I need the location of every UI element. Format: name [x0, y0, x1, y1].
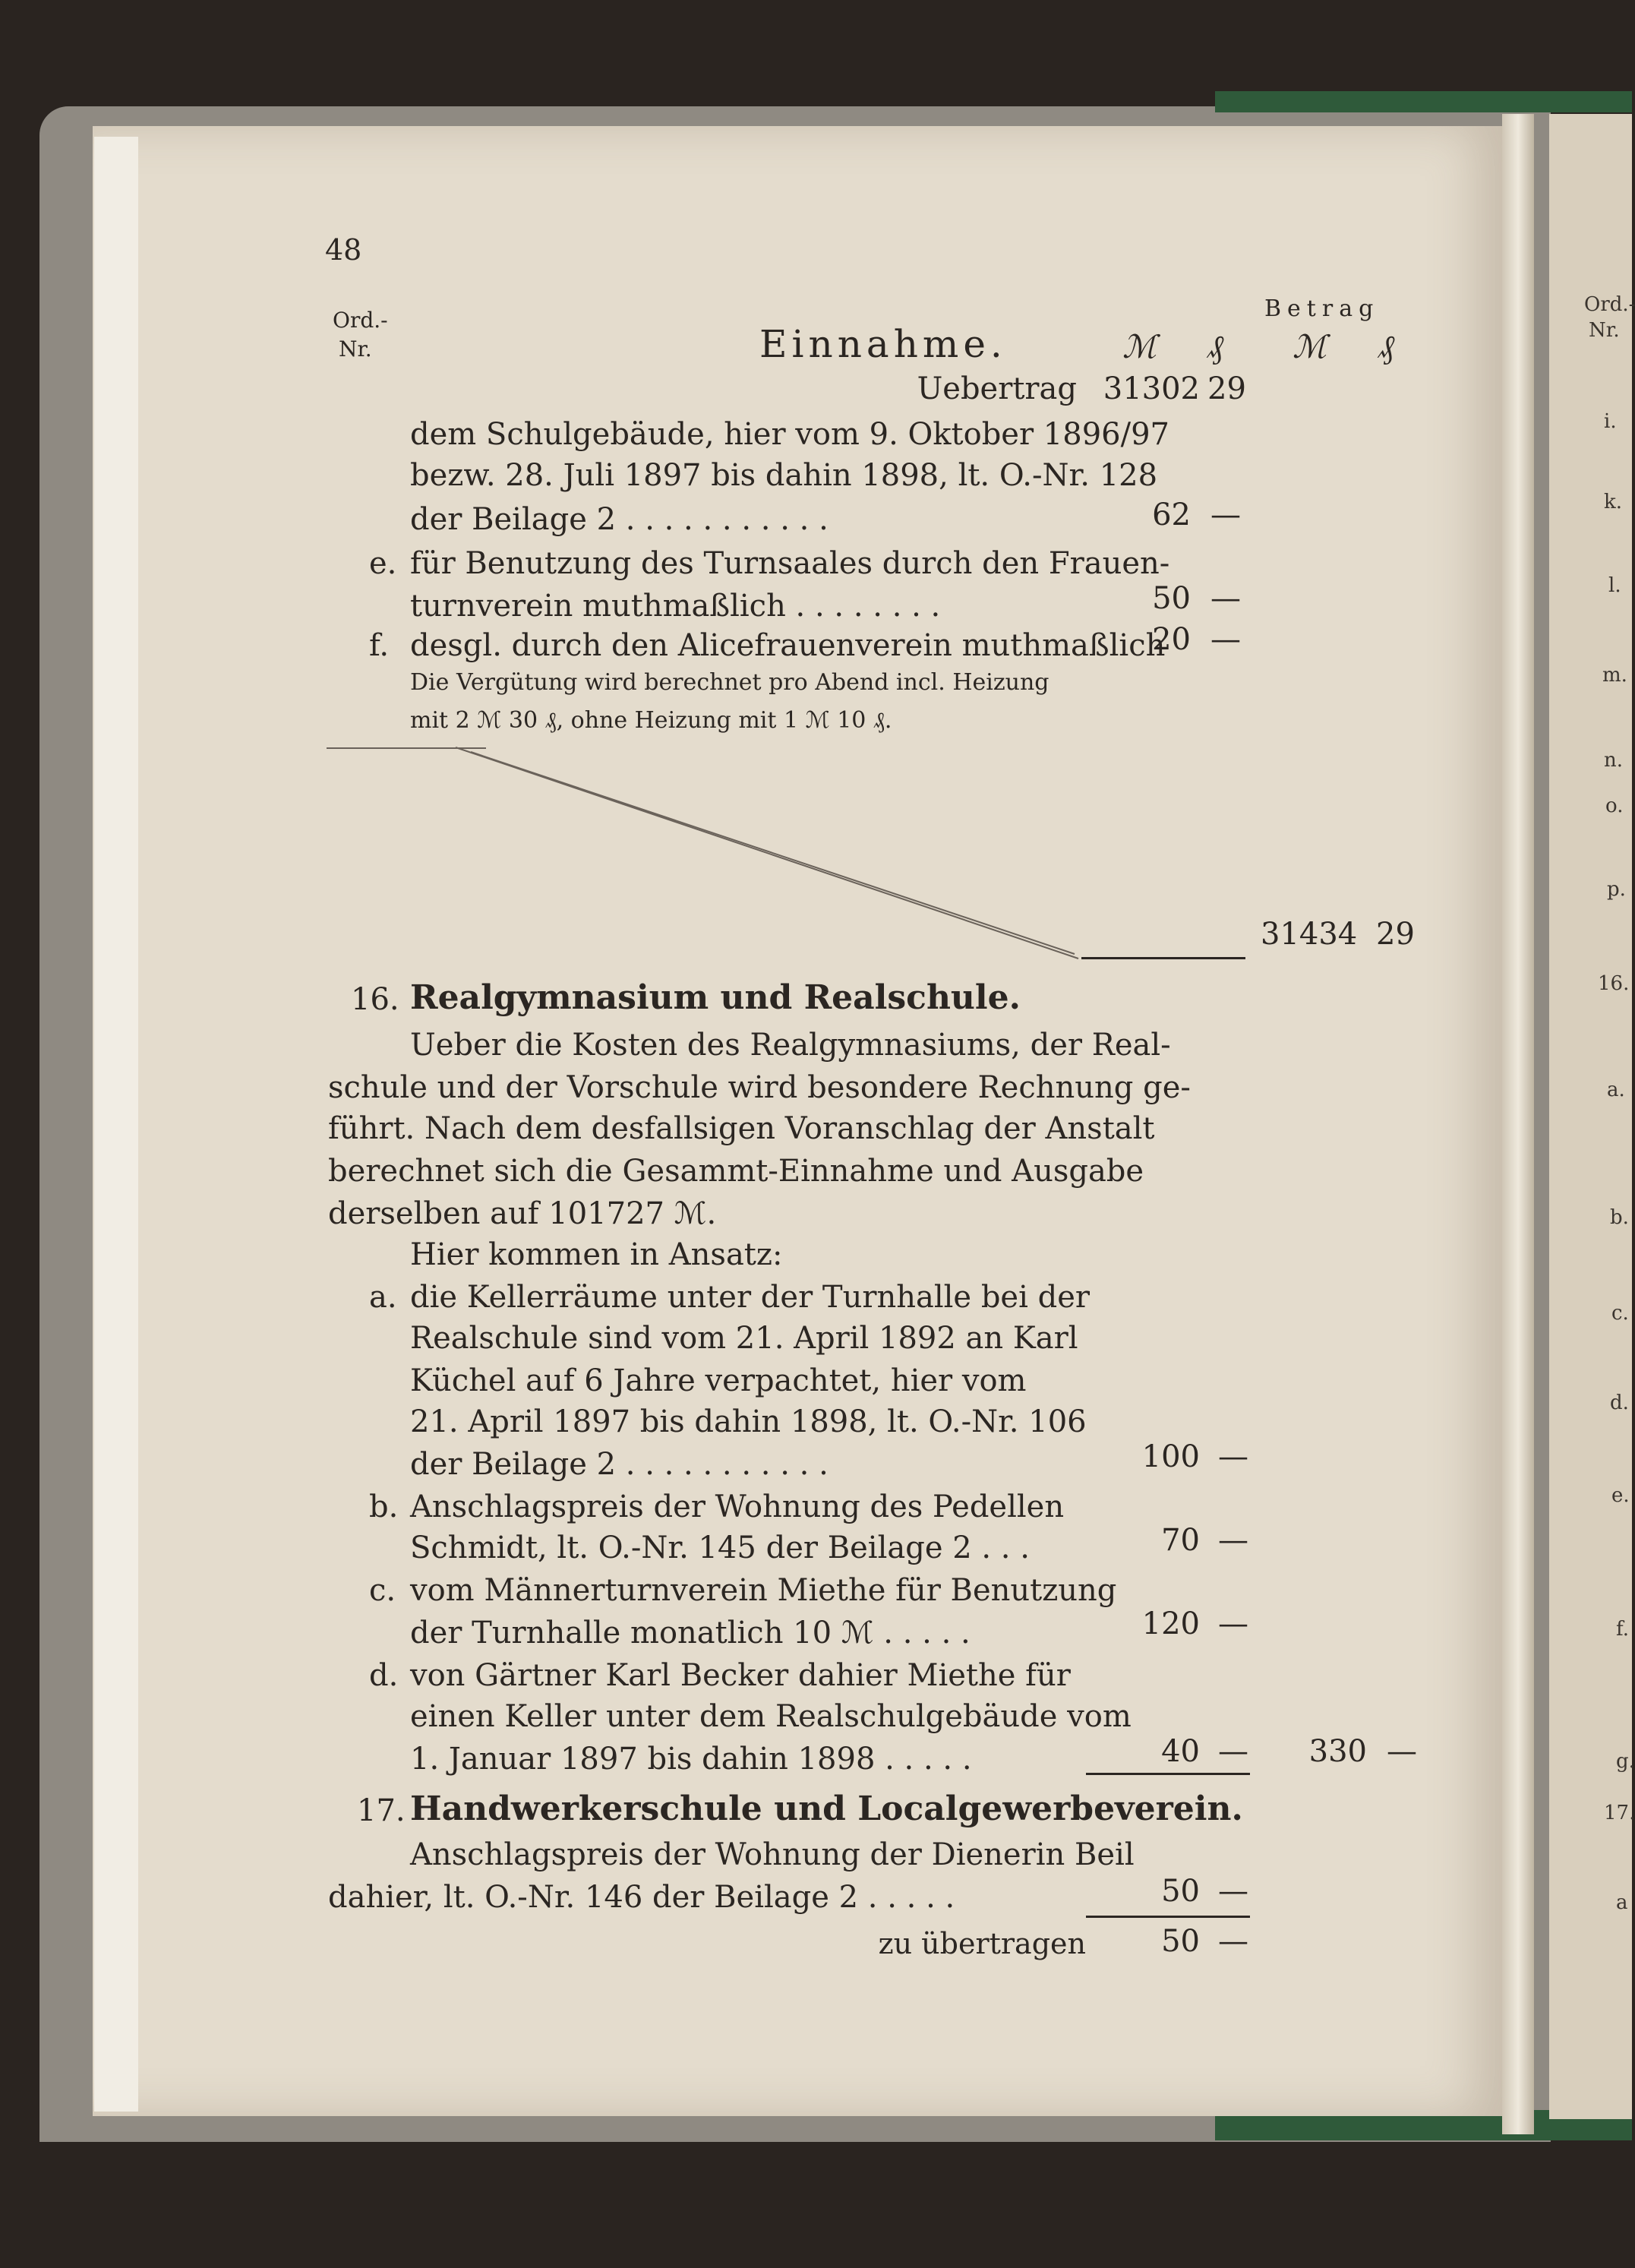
cover-edge-top — [1215, 91, 1632, 112]
sum-pf: — — [1387, 1734, 1417, 1769]
text-line: vom Männerturnverein Miethe für Benutzung — [410, 1573, 1117, 1608]
page-edge — [94, 137, 138, 2112]
page-number: 48 — [325, 233, 362, 267]
item-letter-d: d. — [369, 1658, 399, 1693]
right-margin-text: o. — [1605, 794, 1624, 817]
sum-rule — [1086, 1916, 1250, 1918]
amount-mark: 40 — [1161, 1734, 1200, 1769]
section-title-16: Realgymnasium und Realschule. — [410, 978, 1021, 1017]
amount-pf: — — [1218, 1734, 1248, 1769]
text-line: der Beilage 2 . . . . . . . . . . . — [410, 502, 829, 537]
footnote-line: Die Vergütung wird berechnet pro Abend incl. Heizung — [410, 669, 1049, 696]
right-margin-text: b. — [1610, 1206, 1629, 1229]
amount-pf: — — [1210, 622, 1241, 657]
right-margin-text: p. — [1607, 878, 1626, 901]
right-margin-text: i. — [1604, 410, 1617, 433]
right-margin-text: c. — [1611, 1302, 1629, 1325]
text-line: turnverein muthmaßlich . . . . . . . . — [410, 589, 941, 624]
uebertrag-pf: 29 — [1207, 371, 1246, 406]
item-letter-a: a. — [369, 1280, 397, 1315]
sum-mark: 330 — [1308, 1734, 1367, 1769]
sum-rule — [1081, 957, 1245, 959]
right-margin-text: k. — [1604, 491, 1623, 513]
item-letter-e: e. — [369, 546, 397, 581]
text-line: Anschlagspreis der Wohnung des Pedellen — [410, 1489, 1065, 1524]
text-line: derselben auf 101727 ℳ. — [328, 1196, 717, 1231]
pf-col-header-2: ₰ — [1378, 328, 1394, 365]
right-margin-text: e. — [1611, 1484, 1630, 1507]
mark-col-header-1: ℳ — [1122, 328, 1157, 365]
ord-nr-label-2: Nr. — [339, 336, 372, 362]
amount-mark: 70 — [1161, 1523, 1200, 1558]
item-letter-c: c. — [369, 1573, 396, 1608]
mark-col-header-2: ℳ — [1293, 328, 1327, 365]
page-title: Einnahme. — [759, 322, 1007, 366]
text-line: einen Keller unter dem Realschulgebäude vom — [410, 1699, 1132, 1734]
text-line: die Kellerräume unter der Turnhalle bei der — [410, 1280, 1090, 1315]
footnote-line: mit 2 ℳ 30 ₰, ohne Heizung mit 1 ℳ 10 ₰. — [410, 707, 892, 734]
text-line: dahier, lt. O.-Nr. 146 der Beilage 2 . . . . . — [328, 1880, 955, 1915]
right-margin-text: g. — [1616, 1750, 1635, 1773]
uebertrag-label: Uebertrag — [917, 371, 1077, 406]
amount-pf: — — [1210, 498, 1241, 532]
right-margin-text: l. — [1608, 574, 1621, 597]
sum-rule — [1086, 1773, 1250, 1775]
book-gutter — [1502, 114, 1534, 2134]
text-line: der Beilage 2 . . . . . . . . . . . — [410, 1447, 829, 1482]
text-line: Küchel auf 6 Jahre verpachtet, hier vom — [410, 1363, 1027, 1398]
amount-pf: — — [1210, 581, 1241, 616]
amount-mark: 50 — [1152, 581, 1191, 616]
text-line: von Gärtner Karl Becker dahier Miethe für — [410, 1658, 1071, 1693]
right-margin-text: 16. — [1598, 972, 1630, 995]
text-line: für Benutzung des Turnsaales durch den Frauen- — [410, 546, 1170, 581]
amount-pf: — — [1218, 1874, 1248, 1909]
text-line: Schmidt, lt. O.-Nr. 145 der Beilage 2 . . . — [410, 1530, 1030, 1565]
betrag-header: Betrag — [1264, 295, 1380, 322]
right-margin-text: f. — [1616, 1618, 1629, 1641]
carry-forward-pf: — — [1218, 1924, 1248, 1959]
text-line: desgl. durch den Alicefrauenverein muthmaßlich — [410, 628, 1166, 663]
text-line: Realschule sind vom 21. April 1892 an Karl — [410, 1321, 1078, 1356]
right-margin-text: Nr. — [1589, 319, 1620, 342]
bracket-diagonal — [456, 744, 1253, 965]
text-line: schule und der Vorschule wird besondere Rechnung ge- — [328, 1070, 1191, 1105]
amount-mark: 20 — [1152, 622, 1191, 657]
right-margin-text: a. — [1607, 1079, 1625, 1101]
text-line: Ueber die Kosten des Realgymnasiums, der Real- — [410, 1028, 1171, 1063]
right-margin-text: n. — [1604, 749, 1624, 772]
carry-forward-mark: 50 — [1161, 1924, 1200, 1959]
text-line: Hier kommen in Ansatz: — [410, 1237, 783, 1272]
right-margin-text: a — [1616, 1891, 1628, 1914]
right-margin-text: d. — [1610, 1391, 1629, 1414]
uebertrag-mark: 31302 — [1103, 371, 1200, 406]
sum-pf: 29 — [1376, 917, 1415, 952]
text-line: dem Schulgebäude, hier vom 9. Oktober 1896/97 — [410, 417, 1169, 452]
text-line: führt. Nach dem desfallsigen Voranschlag der Anstalt — [328, 1111, 1155, 1146]
right-margin-text: 17. — [1604, 1802, 1635, 1824]
section-number-16: 16. — [351, 982, 399, 1017]
ord-nr-label: Ord.- — [333, 308, 388, 333]
amount-mark: 62 — [1152, 498, 1191, 532]
amount-mark: 50 — [1161, 1874, 1200, 1909]
text-line: Anschlagspreis der Wohnung der Dienerin Beil — [410, 1837, 1135, 1872]
amount-pf: — — [1218, 1439, 1248, 1474]
sum-mark: 31434 — [1261, 917, 1358, 952]
section-title-17: Handwerkerschule und Localgewerbeverein. — [410, 1789, 1243, 1828]
item-letter-f: f. — [369, 628, 390, 663]
amount-pf: — — [1218, 1606, 1248, 1641]
pf-col-header-1: ₰ — [1207, 328, 1223, 365]
right-margin-text: Ord.- — [1584, 293, 1635, 316]
amount-pf: — — [1218, 1523, 1248, 1558]
amount-mark: 100 — [1141, 1439, 1200, 1474]
text-line: der Turnhalle monatlich 10 ℳ . . . . . — [410, 1616, 971, 1650]
text-line: 21. April 1897 bis dahin 1898, lt. O.-Nr. 106 — [410, 1404, 1087, 1439]
carry-forward-label: zu übertragen — [878, 1927, 1086, 1960]
text-line: bezw. 28. Juli 1897 bis dahin 1898, lt. O.-Nr. 128 — [410, 458, 1158, 493]
item-letter-b: b. — [369, 1489, 399, 1524]
text-line: 1. Januar 1897 bis dahin 1898 . . . . . — [410, 1742, 972, 1777]
text-line: berechnet sich die Gesammt-Einnahme und Ausgabe — [328, 1154, 1144, 1189]
section-number-17: 17. — [357, 1793, 406, 1828]
amount-mark: 120 — [1141, 1606, 1200, 1641]
right-margin-text: m. — [1602, 664, 1627, 687]
